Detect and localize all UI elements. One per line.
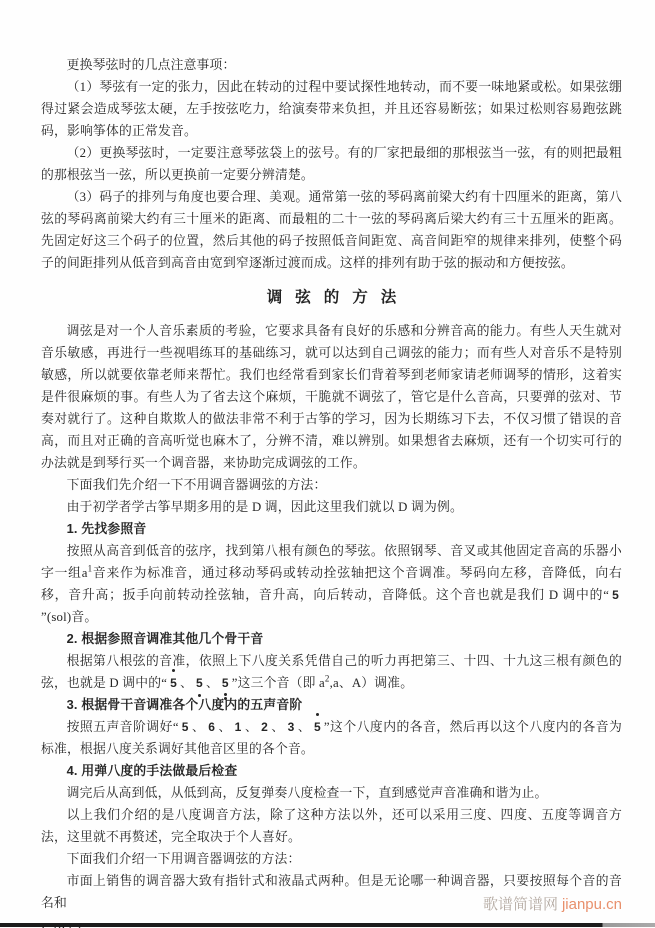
note-separator: 、 — [179, 676, 193, 690]
step2-text-post: ,a、A）调准。 — [329, 676, 414, 690]
scale-note-5: 5 — [181, 720, 189, 734]
section-title: 调弦的方法 — [266, 289, 410, 306]
replacement-point-3: （3）码子的排列与角度也要合理、美观。通常第一弦的琴码离前梁大约有十四厘米的距离，第八弦的琴码离前梁大约有三十厘米的距离、而最粗的二十一弦的琴码离后梁大约有三十五厘米的距离。先固定好这三个码子的位置，然后其他的码子按照低音间距宽、高音间距窄的规律来排列，使整个码子的间距排列从低音到高音由宽到窄逐渐过渡而成。这样的排列有助于弦的振动和方便按弦。 — [41, 190, 622, 270]
scale-note-2: 2 — [261, 720, 268, 734]
scale-note-3: 3 — [287, 720, 295, 734]
bottom-rule-divider — [0, 923, 655, 927]
step1-text-mid: 音来作为标准音，通过移动琴码或转动拴弦轴把这个音调准。琴码向左移，音降低，向右移，音升高；扳手向前转动拴弦轴，音升高，向后转动，音降低。这个音也就是我们 D 调中的“ — [41, 566, 622, 602]
step3-body — [41, 716, 622, 760]
step3-heading: 3. 根据骨干音调准各个八度内的五声音阶 — [66, 697, 303, 712]
step1-body — [41, 540, 622, 628]
lead-in-with-tuner: 下面我们介绍一下用调音器调弦的方法： — [66, 852, 301, 866]
replacement-point-1: （1）琴弦有一定的张力，因此在转动的过程中要试探性地转动，而不要一味地紧或松。如果弦绷得过紧会造成琴弦太硬，左手按弦吃力，给演奏带来负担，并且还容易断弦；如果过松则容易跑弦跳码，影响筝体的正常发音。 — [41, 80, 622, 138]
step2-text-pre: 根据第八根弦的音准，依照上下八度关系凭借自己的听力再把第三、十四、十九这三根有颜色的弦，也就是 D 调中的“ — [41, 654, 622, 690]
pitch-a2-superscript: 2 — [324, 673, 330, 684]
step2-text-mid: ”这三个音（即 a — [231, 676, 325, 690]
tuner-types-paragraph: 市面上销售的调音器大致有指针式和液晶式两种。但是无论哪一种调音器，只要按照每个音的音名和 — [41, 874, 622, 910]
watermark-site-url: jianpu.cn — [561, 896, 622, 913]
d-major-example-note: 由于初学者学古筝早期多用的是 D 调，因此这里我们就以 D 调为例。 — [66, 500, 463, 514]
step1-text-post: ”(sol)音。 — [41, 610, 98, 624]
step2-body — [41, 650, 622, 694]
scale-note-5-high: 5 — [311, 716, 324, 738]
octave-method-summary: 以上我们介绍的是八度调音方法，除了这种方法以外，还可以采用三度、四度、五度等调音方法，这里就不再赘述，完全取决于个人喜好。 — [41, 808, 622, 844]
step4-heading: 4. 用弹八度的手法做最后检查 — [66, 763, 238, 778]
note-separator: 、 — [191, 720, 206, 734]
tuning-intro-paragraph: 调弦是对一个人音乐素质的考验，它要求具备有良好的乐感和分辨音高的能力。有些人天生就对音乐敏感，再进行一些视唱练耳的基础练习，就可以达到自己调弦的能力；而有些人对音乐不是特别敏感，所以就要依靠老师来帮忙。我们也经常看到家长们背着琴到老师家请老师调琴的情形，这着实是件很麻烦的事。有些人为了省去这个麻烦，干脆就不调弦了，管它是什么音高，只要弹的弦对、节奏对就行了。这种自欺欺人的做法非常不利于古筝的学习，因为长期练习下去，不仅习惯了错误的音高，而且对正确的音高听觉也麻木了，分辨不清，难以辨别。如果想省去麻烦，还有一个切实可行的办法就是到琴行买一个调音器，来协助完成调弦的工作。 — [41, 324, 622, 470]
note-separator: 、 — [205, 676, 219, 690]
jianpu-note-sol: 5 — [612, 588, 619, 602]
step3-text-post: ”这个八度内的各音，然后再以这个八度内的各音为标准，根据八度关系调好其他音区里的各个音。 — [41, 720, 623, 756]
scale-note-6: 6 — [208, 720, 216, 734]
note-separator: 、 — [270, 720, 285, 734]
watermark — [483, 893, 622, 914]
scale-note-1: 1 — [234, 720, 242, 734]
jianpu-note-sol-double-low: 5 — [219, 672, 232, 694]
note-separator: 、 — [244, 720, 259, 734]
jianpu-note-sol-high: 5 — [167, 672, 180, 694]
jianpu-note-sol-low: 5 — [193, 672, 206, 694]
replacement-notes-heading: 更换琴弦时的几点注意事项： — [66, 58, 236, 72]
step1-heading: 1. 先找参照音 — [66, 521, 147, 536]
reference-pitch-letter: a — [81, 566, 88, 580]
step1-text-pre: 按照从高音到低音的弦序，找到第八根有颜色的琴弦。依照钢琴、音叉或其他固定音高的乐器小字一组 — [41, 544, 622, 580]
watermark-site-name: 歌谱简谱网 — [482, 896, 558, 913]
step2-heading: 2. 根据参照音调准其他几个骨干音 — [66, 631, 264, 646]
lead-in-no-tuner: 下面我们先介绍一下不用调音器调弦的方法： — [66, 478, 327, 492]
step4-body: 调完后从高到低，从低到高，反复弹奏八度检查一下，直到感觉声音准确和谐为止。 — [66, 786, 548, 800]
reference-pitch-superscript: 1 — [87, 563, 93, 574]
note-separator: 、 — [297, 720, 312, 734]
note-separator: 、 — [218, 720, 232, 734]
step3-text-pre: 按照五声音阶调好“ — [66, 720, 179, 734]
replacement-point-2: （2）更换琴弦时，一定要注意琴弦袋上的弦号。有的厂家把最细的那根弦当一弦，有的则把最粗的那根弦当一弦，所以更换前一定要分辨清楚。 — [41, 146, 622, 182]
page-content — [41, 54, 622, 928]
